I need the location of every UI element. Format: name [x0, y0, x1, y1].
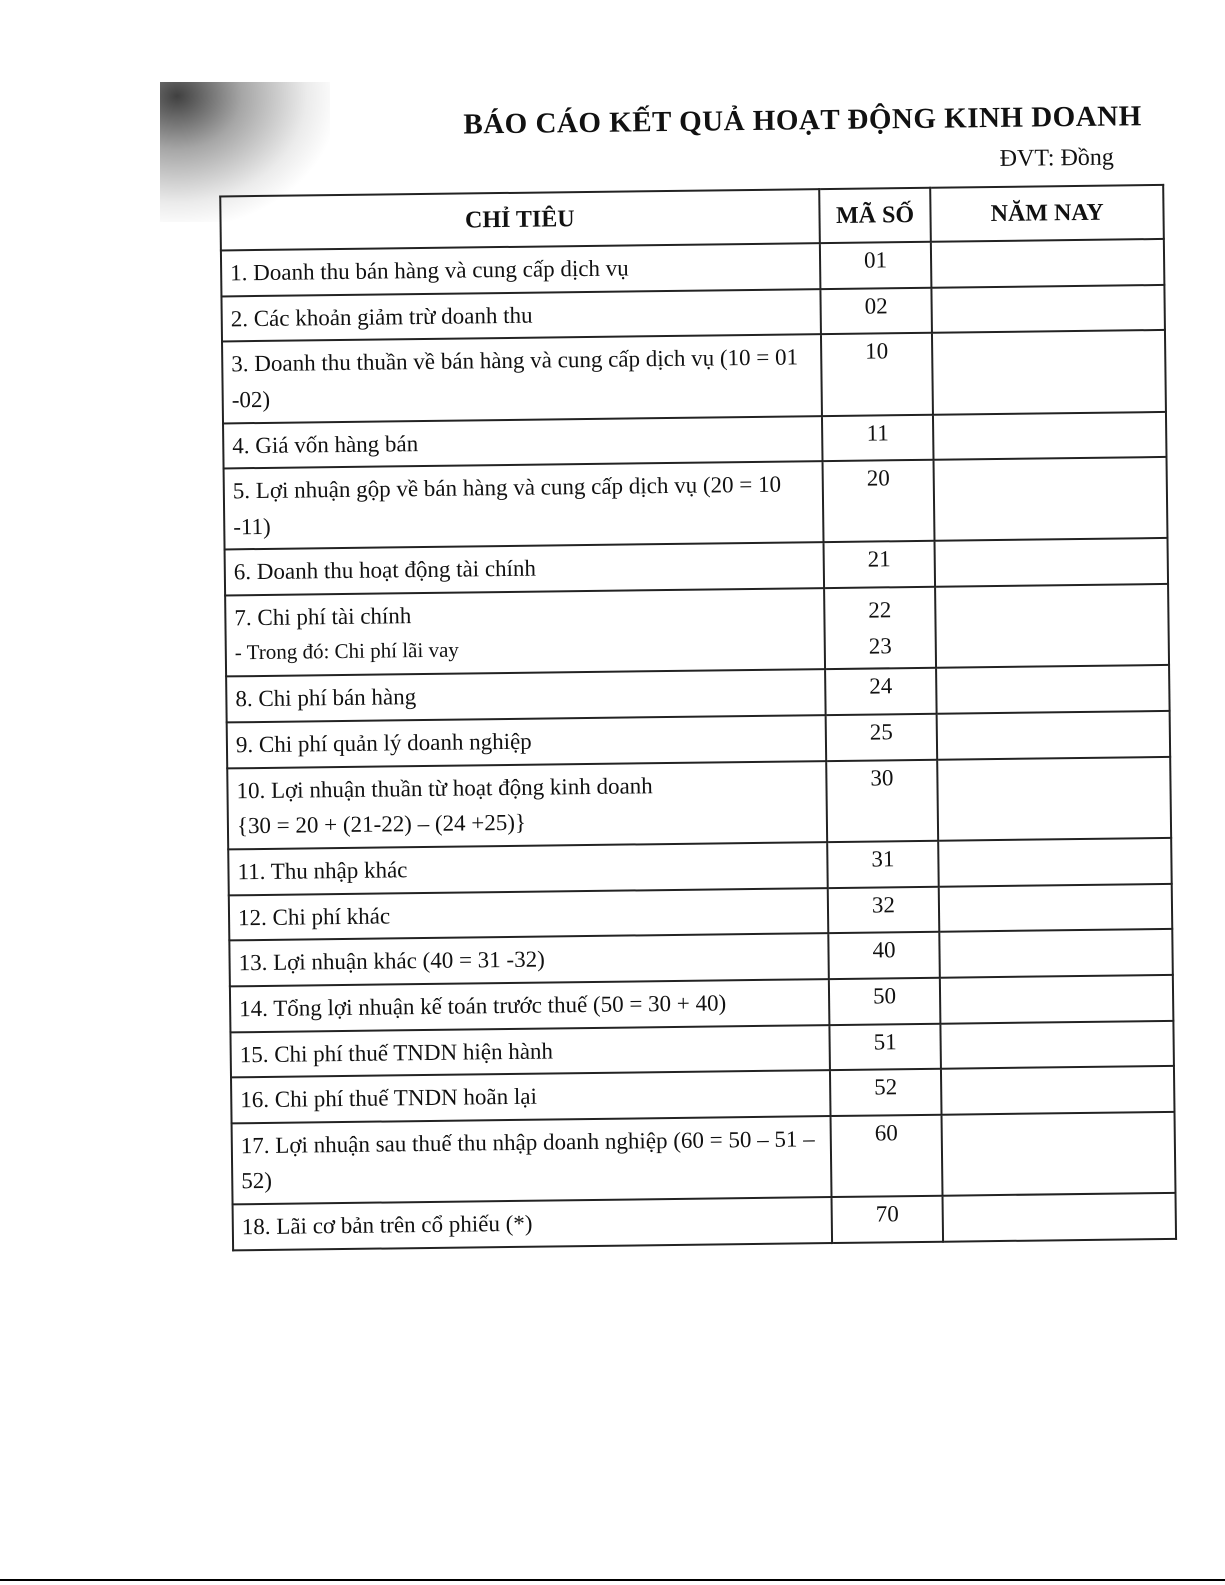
row-value	[939, 883, 1172, 931]
row-code-group	[824, 587, 937, 670]
row-value	[938, 757, 1172, 841]
row-code: 11	[822, 414, 934, 461]
row-value	[943, 1193, 1176, 1241]
row-code: 50	[828, 978, 940, 1025]
row-value	[940, 929, 1173, 977]
report-sheet	[133, 74, 1207, 1257]
row-label-group	[225, 588, 825, 677]
header-nam-nay: NĂM NAY	[931, 185, 1164, 242]
row-label: 9. Chi phí quản lý doanh nghiệp	[227, 715, 826, 768]
table-row	[232, 1112, 1176, 1205]
row-value	[932, 330, 1166, 414]
row-code: 51	[829, 1023, 941, 1070]
unit-label: ĐVT: Đồng	[999, 144, 1114, 172]
row-subcode: 23	[868, 633, 892, 659]
row-code: 32	[827, 886, 939, 933]
row-label: 10. Lợi nhuận thuần từ hoạt động kinh doanh	[236, 772, 653, 803]
row-label: 3. Doanh thu thuần về bán hàng và cung cấp dịch vụ (10 = 01 -02)	[222, 334, 822, 423]
row-value	[942, 1112, 1176, 1196]
row-code: 31	[827, 841, 939, 888]
row-label-group	[227, 761, 827, 850]
row-value	[936, 665, 1169, 713]
row-code: 22	[868, 597, 892, 623]
row-value	[931, 239, 1164, 287]
row-value	[939, 838, 1172, 886]
row-label: 16. Chi phí thuế TNDN hoãn lại	[231, 1070, 830, 1123]
row-label: 17. Lợi nhuận sau thuế thu nhập doanh nghiệp (60 = 50 – 51 – 52)	[232, 1116, 832, 1205]
table-row	[227, 757, 1171, 850]
row-value	[940, 975, 1173, 1023]
table-row	[225, 584, 1169, 677]
report-title: BÁO CÁO KẾT QUẢ HOẠT ĐỘNG KINH DOANH	[463, 100, 1142, 141]
row-code: 02	[820, 287, 932, 334]
table-row	[222, 330, 1166, 423]
row-formula: {30 = 20 + (21-22) – (24 +25)}	[236, 810, 527, 839]
row-value	[937, 711, 1170, 759]
row-label: 13. Lợi nhuận khác (40 = 31 -32)	[229, 933, 828, 986]
row-value	[941, 1066, 1174, 1114]
page-bottom-rule	[0, 1579, 1225, 1581]
header-ma-so: MÃ SỐ	[819, 188, 931, 243]
row-label: 5. Lợi nhuận gộp về bán hàng và cung cấp dịch vụ (20 = 10 -11)	[224, 461, 824, 550]
row-code: 25	[825, 714, 937, 761]
row-value	[935, 538, 1168, 586]
row-value	[941, 1020, 1174, 1068]
row-code: 70	[831, 1196, 943, 1243]
row-code: 20	[822, 460, 935, 543]
row-sublabel: - Trong đó: Chi phí lãi vay	[234, 637, 459, 665]
income-statement-table	[219, 184, 1177, 1251]
row-label: 15. Chi phí thuế TNDN hiện hành	[230, 1025, 829, 1078]
header-chi-tieu: CHỈ TIÊU	[220, 189, 819, 250]
row-label: 11. Thu nhập khác	[228, 842, 827, 895]
row-value	[935, 584, 1169, 668]
row-code: 10	[821, 333, 934, 416]
row-code: 40	[828, 932, 940, 979]
row-label: 4. Giá vốn hàng bán	[223, 416, 822, 469]
row-label: 14. Tổng lợi nhuận kế toán trước thuế (50 = 30 + 40)	[230, 979, 829, 1032]
row-label: 8. Chi phí bán hàng	[226, 670, 825, 723]
row-label: 7. Chi phí tài chính	[234, 603, 412, 631]
row-value	[934, 457, 1168, 541]
row-code: 01	[819, 242, 931, 289]
row-label: 18. Lãi cơ bản trên cổ phiếu (*)	[233, 1197, 832, 1250]
row-code: 60	[830, 1115, 943, 1198]
row-label: 1. Doanh thu bán hàng và cung cấp dịch vụ	[221, 243, 820, 296]
row-code: 24	[825, 668, 937, 715]
row-label: 2. Các khoản giảm trừ doanh thu	[221, 289, 820, 342]
row-label: 6. Doanh thu hoạt động tài chính	[225, 543, 824, 596]
row-label: 12. Chi phí khác	[229, 888, 828, 941]
row-code: 52	[830, 1069, 942, 1116]
row-value	[932, 285, 1165, 333]
row-code: 30	[826, 759, 939, 842]
table-row	[224, 457, 1168, 550]
row-code: 21	[823, 541, 935, 588]
row-value	[933, 411, 1166, 459]
